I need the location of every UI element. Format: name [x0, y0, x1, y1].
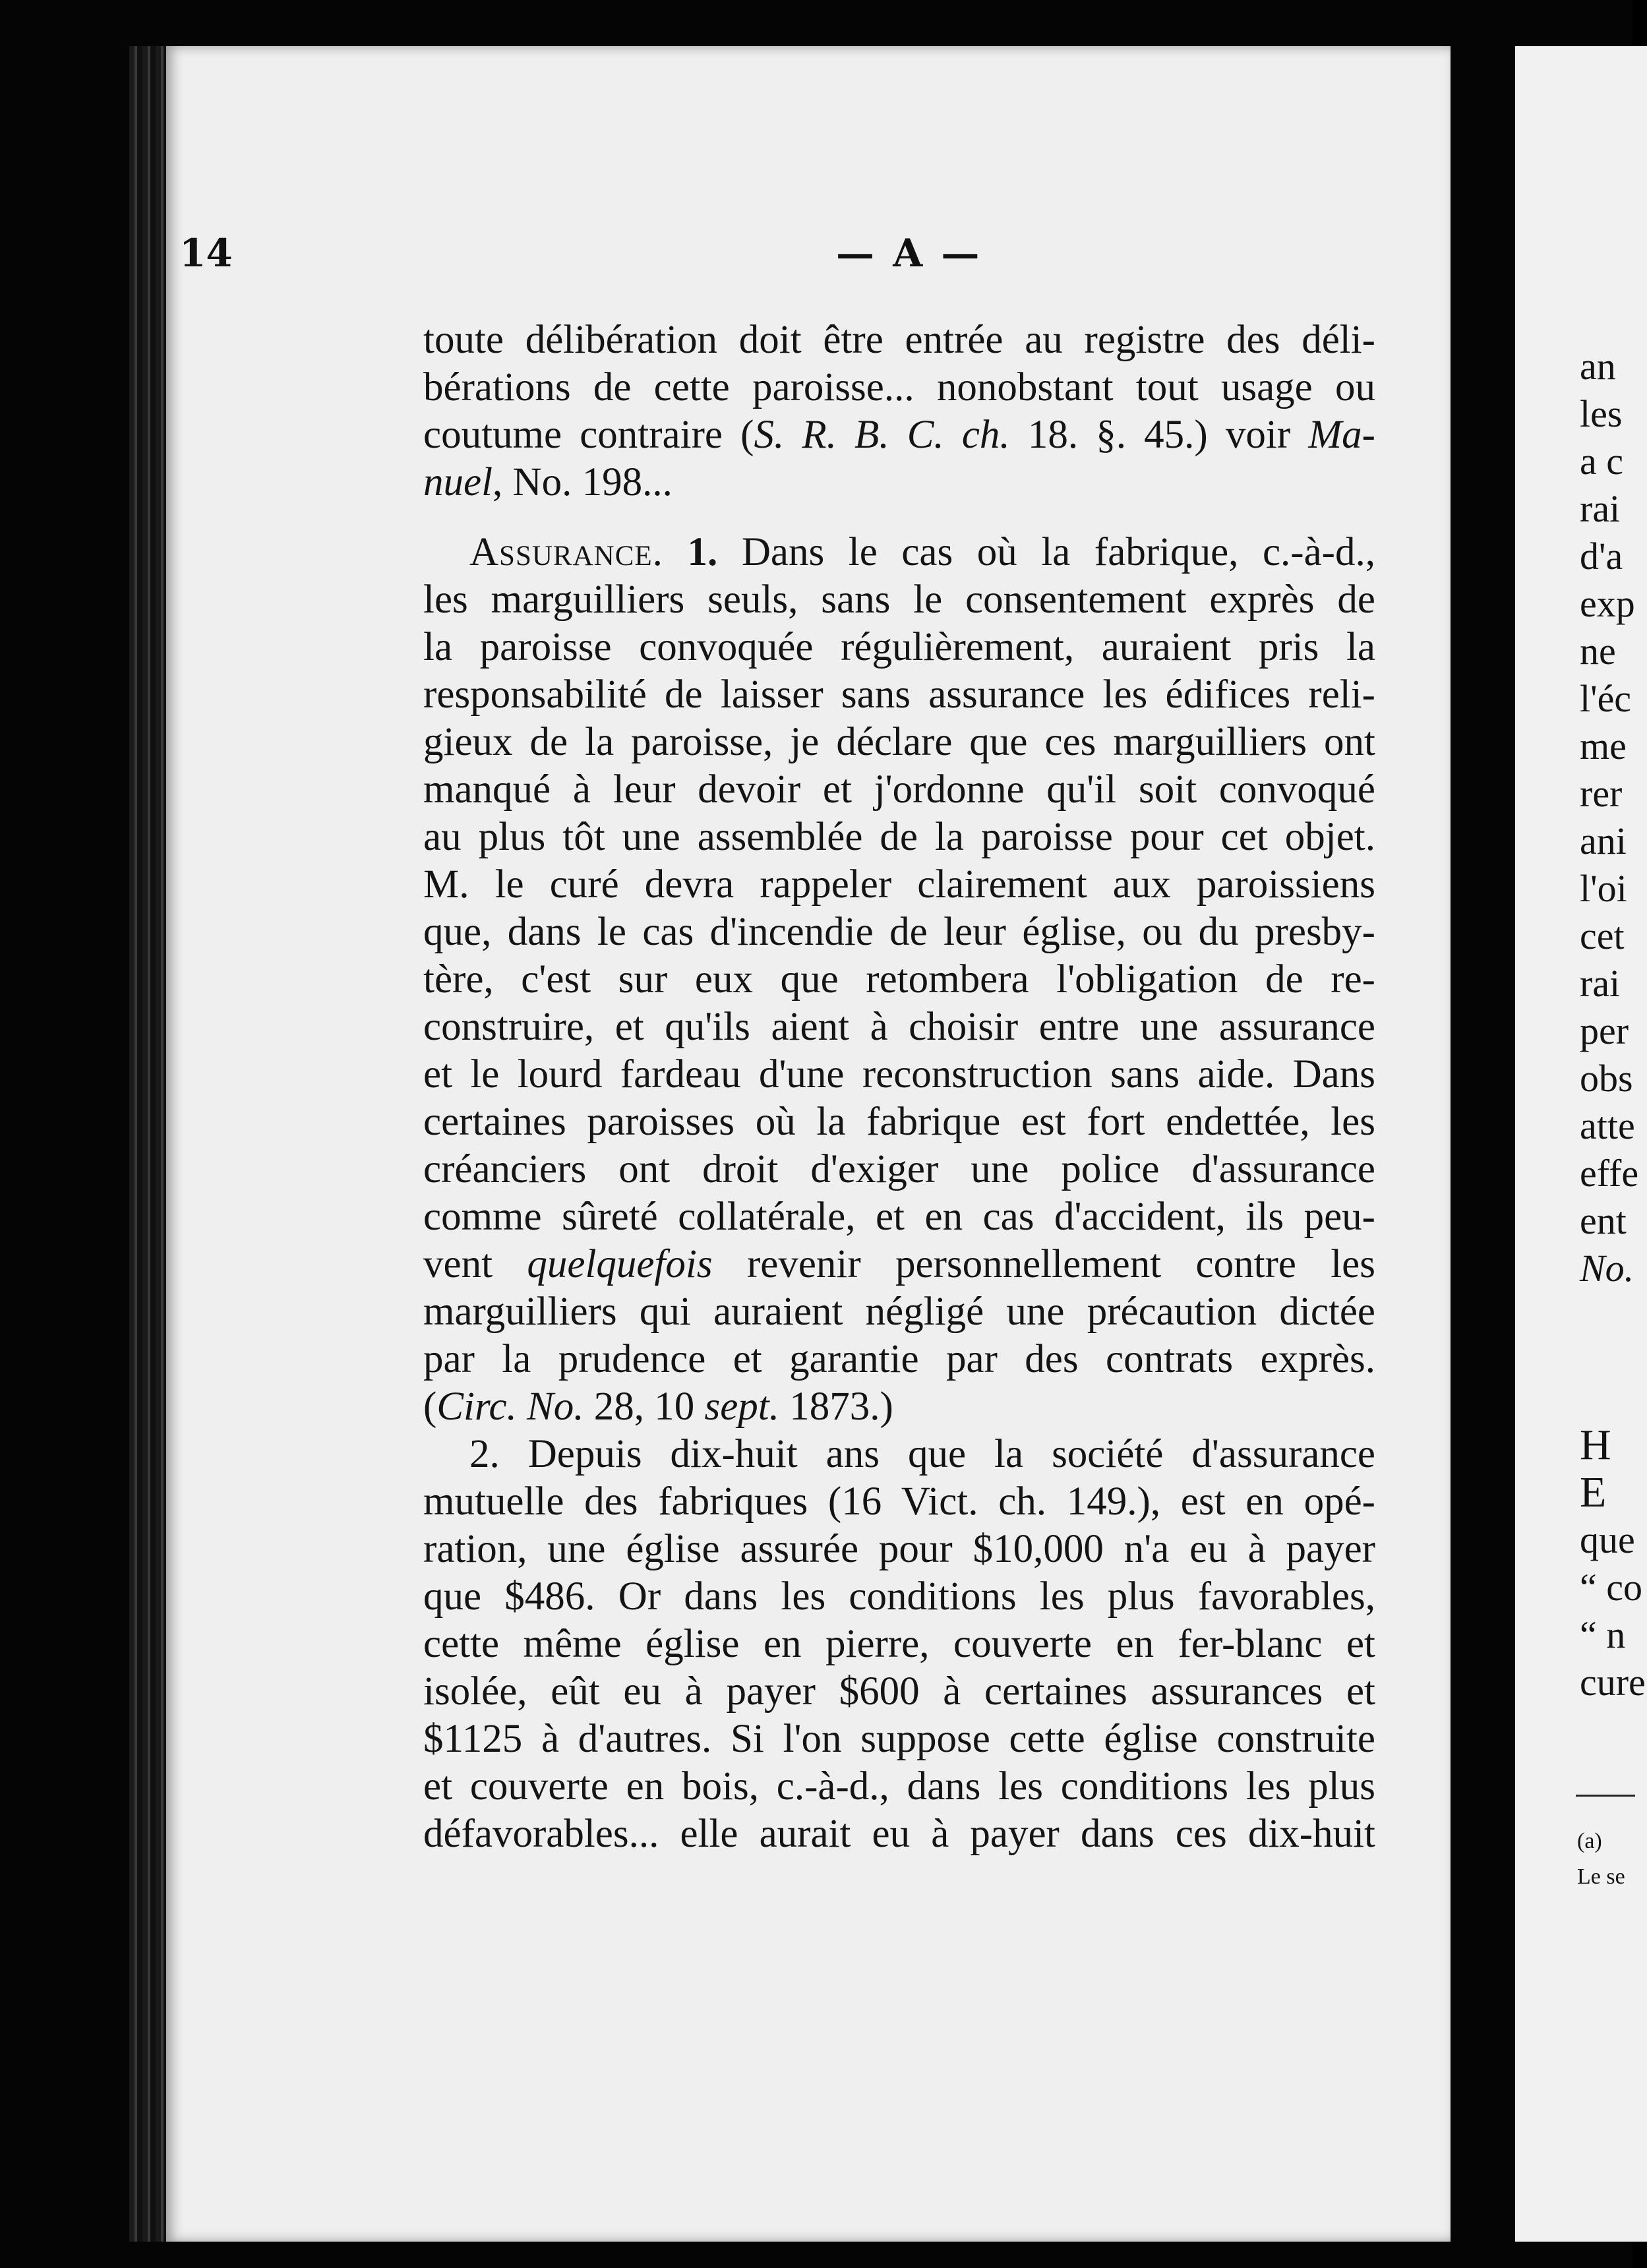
facing-text-line: cet [1580, 914, 1625, 957]
facing-footnote-line: (a) [1577, 1829, 1602, 1853]
text-line: construire, et qu'ils aient à choisir entre une assurance [423, 1005, 1375, 1049]
facing-text-line: No. [1580, 1247, 1634, 1290]
text-line: nuel, No. 198... [423, 460, 673, 504]
text-line: toute délibération doit être entrée au registre des déli- [423, 318, 1375, 362]
facing-text-line: d'a [1580, 535, 1623, 578]
facing-text-line: que [1580, 1518, 1635, 1561]
text-line: que $486. Or dans les conditions les plus favorables, [423, 1574, 1375, 1619]
body-text [423, 316, 1375, 1858]
facing-footnote-line: Le se [1577, 1865, 1625, 1889]
text-line: créanciers ont droit d'exiger une police d'assurance [423, 1147, 1375, 1191]
text-line: certaines paroisses où la fabrique est fort endettée, les [423, 1100, 1375, 1144]
text-line: les marguilliers seuls, sans le consentement exprès de [423, 578, 1375, 622]
text-line: que, dans le cas d'incendie de leur église, ou du presby- [423, 910, 1375, 954]
facing-text-line: effe [1580, 1152, 1639, 1195]
text-line: mutuelle des fabriques (16 Vict. ch. 149.), est en opé- [423, 1479, 1375, 1524]
facing-text-line: ne [1580, 630, 1616, 672]
text-line: et couverte en bois, c.-à-d., dans les conditions les plus [423, 1764, 1375, 1808]
facing-text-line: ani [1580, 820, 1627, 862]
text-line: vent quelquefois revenir personnellement contre les [423, 1242, 1375, 1286]
text-line: au plus tôt une assemblée de la paroisse pour cet objet. [423, 815, 1375, 859]
text-line: tère, c'est sur eux que retombera l'obligation de re- [423, 957, 1375, 1001]
text-line: coutume contraire (S. R. B. C. ch. 18. §. 45.) voir Ma- [423, 413, 1375, 457]
facing-text-line: les [1580, 392, 1623, 435]
facing-text-line: per [1580, 1009, 1629, 1052]
facing-text-line: me [1580, 725, 1627, 767]
text-line: cette même église en pierre, couverte en fer-blanc et [423, 1622, 1375, 1666]
text-line: responsabilité de laisser sans assurance les édifices reli- [423, 672, 1375, 717]
facing-text-line: ent [1580, 1199, 1627, 1242]
text-line: $1125 à d'autres. Si l'on suppose cette église construite [423, 1717, 1375, 1761]
facing-text-line: an [1580, 345, 1616, 388]
text-line: Assurance. 1. Dans le cas où la fabrique, c.-à-d., [469, 530, 1376, 574]
text-line: et le lourd fardeau d'une reconstruction sans aide. Dans [423, 1052, 1375, 1096]
facing-text-line: cure [1580, 1661, 1646, 1704]
facing-text-line: rai [1580, 962, 1621, 1005]
facing-text-line: obs [1580, 1057, 1633, 1100]
facing-page-footnotes [1577, 1824, 1625, 1895]
running-head: — A — [836, 231, 982, 276]
text-line: (Circ. No. 28, 10 sept. 1873.) [423, 1385, 893, 1429]
facing-text-line: atte [1580, 1104, 1635, 1147]
facing-text-line: “ co [1580, 1566, 1642, 1609]
footnote-rule [1576, 1795, 1635, 1797]
text-line: isolée, eût eu à payer $600 à certaines assurances et [423, 1669, 1375, 1714]
text-line: la paroisse convoquée régulièrement, auraient pris la [423, 625, 1375, 669]
facing-text-line: “ n [1580, 1613, 1626, 1656]
text-line: M. le curé devra rappeler clairement aux paroissiens [423, 862, 1375, 907]
text-line: comme sûreté collatérale, et en cas d'accident, ils peu- [423, 1195, 1375, 1239]
text-line: 2. Depuis dix-huit ans que la société d'assurance [469, 1432, 1375, 1476]
facing-text-line: l'oi [1580, 867, 1627, 910]
text-line: ration, une église assurée pour $10,000 n'a eu à payer [423, 1527, 1375, 1571]
text-line: bérations de cette paroisse... nonobstant tout usage ou [423, 365, 1375, 409]
facing-text-line: rer [1580, 772, 1623, 815]
facing-text-line: E [1580, 1468, 1607, 1516]
paragraph-gap [423, 506, 1375, 529]
text-line: marguilliers qui auraient négligé une précaution dictée [423, 1290, 1375, 1334]
text-line: par la prudence et garantie par des contrats exprès. [423, 1337, 1375, 1381]
facing-page-text [1580, 343, 1646, 1706]
facing-text-line: H [1580, 1421, 1611, 1469]
text-line: défavorables... elle aurait eu à payer dans ces dix-huit [423, 1812, 1375, 1856]
facing-text-line: a c [1580, 440, 1623, 483]
page-gutter [1451, 0, 1515, 2268]
text-line: gieux de la paroisse, je déclare que ces marguilliers ont [423, 720, 1375, 764]
page-number: 14 [179, 231, 233, 276]
facing-text-line: rai [1580, 487, 1621, 530]
text-line: manqué à leur devoir et j'ordonne qu'il soit convoqué [423, 767, 1375, 812]
facing-text-line: l'éc [1580, 677, 1632, 720]
facing-text-line: exp [1580, 582, 1635, 625]
book-binding [129, 46, 169, 2242]
